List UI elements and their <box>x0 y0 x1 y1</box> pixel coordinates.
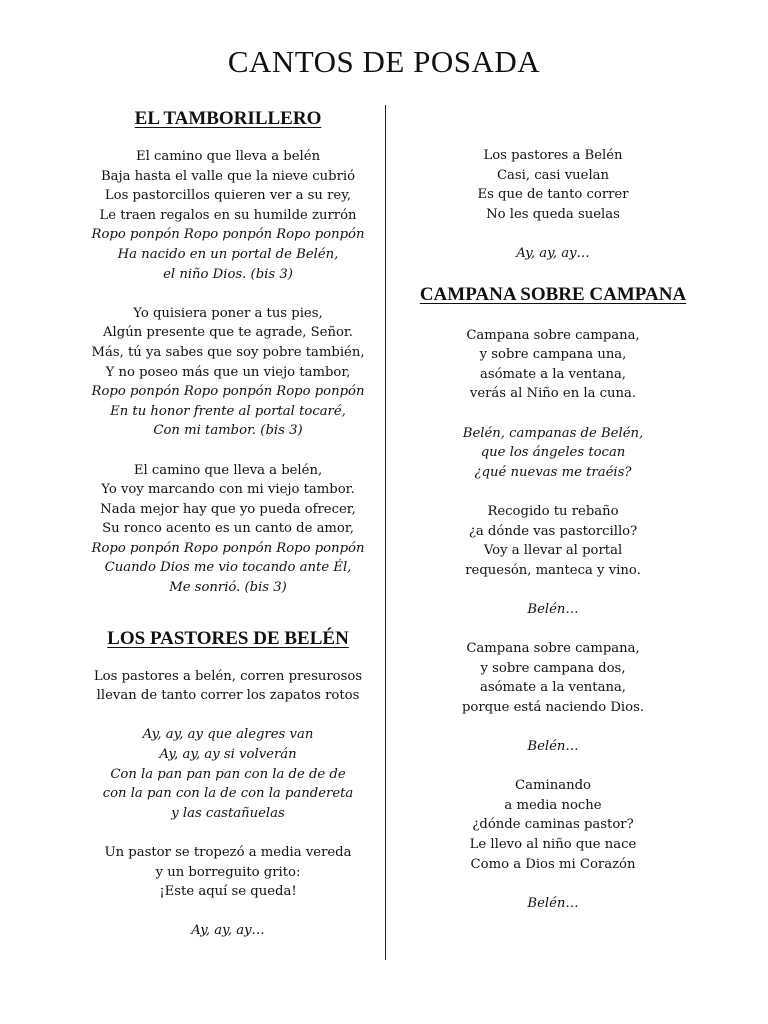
stanza <box>400 326 706 404</box>
stanza <box>70 843 386 902</box>
stanza <box>400 424 706 483</box>
stanza <box>400 600 706 620</box>
lyric-line: verás al Niño en la cuna. <box>469 386 637 402</box>
lyric-line-chorus: Ropo ponpón Ropo ponpón Ropo ponpón <box>91 540 365 556</box>
song-el-tamborillero <box>70 108 386 598</box>
lyric-line: Los pastorcillos quieren ver a su rey, <box>104 188 352 204</box>
lyric-line-chorus: el niño Dios. (bis 3) <box>163 266 293 282</box>
lyric-line: Casi, casi vuelan <box>496 167 610 183</box>
song-los-pastores-de-belen <box>70 628 386 941</box>
song-campana-sobre-campana <box>400 284 706 914</box>
lyric-line: Le traen regalos en su humilde zurrón <box>99 207 357 223</box>
stanza <box>70 921 386 941</box>
lyric-line: Caminando <box>515 778 591 794</box>
stanza <box>400 737 706 757</box>
stanza <box>400 776 706 874</box>
lyric-line-chorus: Ropo ponpón Ropo ponpón Ropo ponpón <box>91 384 365 400</box>
lyric-line: Y no poseo más que un viejo tambor, <box>105 364 351 380</box>
stanza <box>400 244 706 264</box>
lyric-line: Campana sobre campana, <box>466 641 640 657</box>
lyric-line: Los pastores a belén, corren presurosos <box>93 668 363 684</box>
lyric-line-chorus: Ha nacido en un portal de Belén, <box>117 246 339 262</box>
lyric-line: Nada mejor hay que yo pueda ofrecer, <box>100 501 356 517</box>
lyric-line-chorus: ¿qué nuevas me traéis? <box>474 464 632 480</box>
lyric-line: Su ronco acento es un canto de amor, <box>102 521 354 537</box>
lyric-line-chorus: y las castañuelas <box>171 805 285 821</box>
lyric-line: Baja hasta el valle que la nieve cubrió <box>100 168 356 184</box>
song-title: CAMPANA SOBRE CAMPANA <box>419 283 687 305</box>
lyric-line: asómate a la ventana, <box>479 366 626 382</box>
lyric-line: Un pastor se tropezó a media vereda <box>104 845 352 860</box>
lyric-line: ¿a dónde vas pastorcillo? <box>468 523 638 539</box>
lyric-line-chorus: Cuando Dios me vio tocando ante Él, <box>104 560 352 576</box>
lyric-line: Yo quisiera poner a tus pies, <box>133 305 323 321</box>
lyric-line: Le llevo al niño que nace <box>469 837 637 852</box>
page-title: CANTOS DE POSADA <box>227 44 541 79</box>
song-title: EL TAMBORILLERO <box>134 108 322 129</box>
lyric-line: y sobre campana dos, <box>480 660 626 676</box>
lyric-line: El camino que lleva a belén, <box>133 462 323 478</box>
lyric-line-chorus: Belén… <box>527 601 579 617</box>
stanza <box>70 304 386 441</box>
lyric-line: Algún presente que te agrade, Señor. <box>103 325 353 341</box>
lyric-line: No les queda suelas <box>486 206 620 222</box>
lyric-line: Los pastores a Belén <box>483 148 623 163</box>
stanza <box>70 461 386 598</box>
stanza <box>400 502 706 580</box>
right-column <box>400 146 706 913</box>
lyric-line: Recogido tu rebaño <box>487 503 619 519</box>
lyric-line-chorus: que los ángeles tocan <box>480 445 626 461</box>
lyric-line: Es que de tanto correr <box>477 187 629 203</box>
lyric-line-chorus: En tu honor frente al portal tocaré, <box>110 403 346 419</box>
lyric-line: porque está naciendo Dios. <box>461 699 645 715</box>
lyric-line-chorus: Ay, ay, ay si volverán <box>159 747 297 763</box>
lyric-line-chorus: Ropo ponpón Ropo ponpón Ropo ponpón <box>91 227 365 243</box>
lyric-line: Yo voy marcando con mi viejo tambor. <box>101 482 355 498</box>
stanza <box>400 639 706 717</box>
lyric-line-chorus: Con la pan pan pan con la de de de <box>110 766 346 782</box>
lyric-line-chorus: Con mi tambor. (bis 3) <box>153 423 303 439</box>
lyric-line: El camino que lleva a belén <box>135 149 321 164</box>
stanza <box>70 725 386 823</box>
lyric-line: Como a Dios mi Corazón <box>470 856 636 872</box>
lyric-line: llevan de tanto correr los zapatos rotos <box>96 688 360 704</box>
lyric-line: Campana sobre campana, <box>466 327 640 343</box>
lyric-line: ¡Este aquí se queda! <box>159 884 297 900</box>
left-column <box>70 108 386 941</box>
lyric-line: a media noche <box>504 797 602 813</box>
lyric-line-chorus: Belén… <box>527 895 579 911</box>
lyric-line-chorus: Me sonrió. (bis 3) <box>169 580 287 596</box>
lyric-line-chorus: Ay, ay, ay… <box>516 245 590 261</box>
lyric-line-chorus: Ay, ay, ay… <box>191 923 265 939</box>
lyric-line: y sobre campana una, <box>479 347 627 363</box>
lyric-line-chorus: Belén… <box>527 739 579 755</box>
lyric-line: y un borreguito grito: <box>155 864 301 880</box>
song-continuation <box>400 146 706 264</box>
lyric-line-chorus: con la pan con la de con la pandereta <box>102 786 354 802</box>
lyric-line: asómate a la ventana, <box>479 680 626 696</box>
lyric-line: Más, tú ya sabes que soy pobre también, <box>91 344 365 360</box>
lyric-line-chorus: Ay, ay, ay que alegres van <box>142 727 314 743</box>
stanza <box>70 147 386 284</box>
lyric-line: ¿dónde caminas pastor? <box>472 817 634 833</box>
lyric-line-chorus: Belén, campanas de Belén, <box>462 425 644 441</box>
stanza <box>400 894 706 914</box>
lyric-line: Voy a llevar al portal <box>483 543 623 559</box>
song-title: LOS PASTORES DE BELÉN <box>107 627 349 649</box>
stanza <box>400 146 706 224</box>
lyric-line: requesón, manteca y vino. <box>465 562 641 578</box>
stanza <box>70 667 386 706</box>
